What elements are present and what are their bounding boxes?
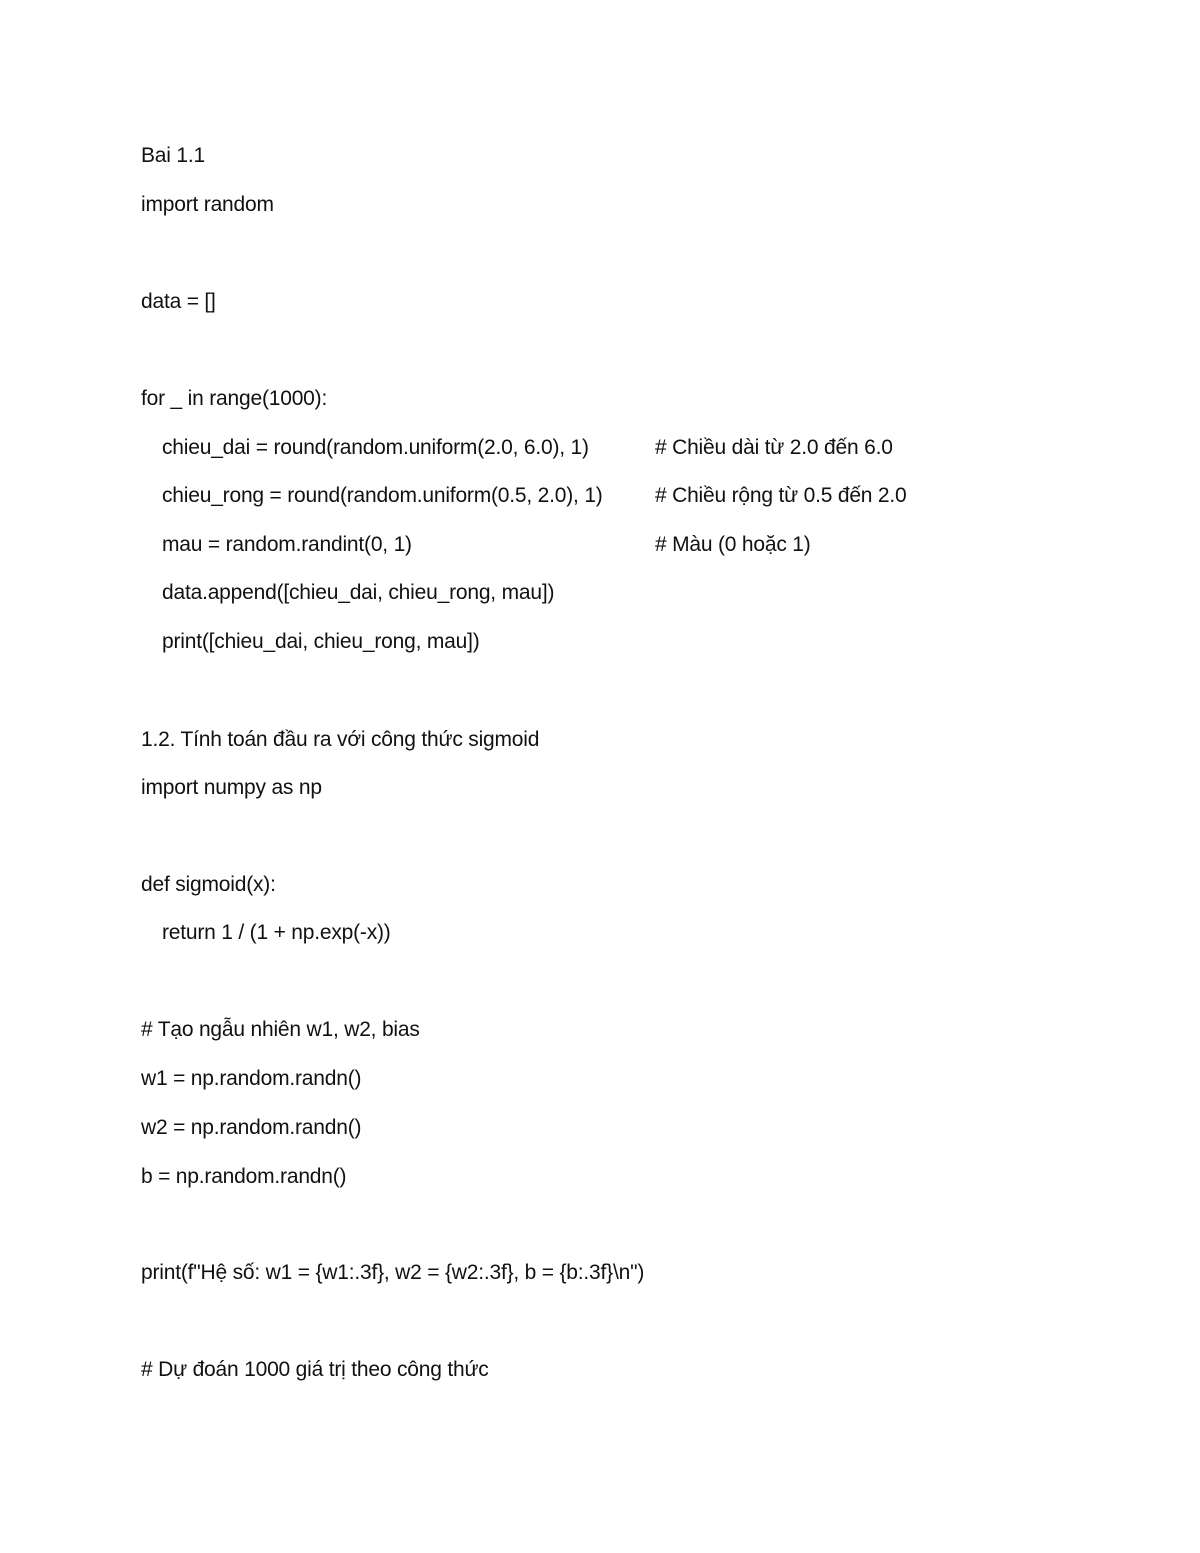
section-title: Bai 1.1 (141, 144, 205, 167)
code-line-w1: w1 = np.random.randn() (141, 1067, 362, 1090)
code-line-b: b = np.random.randn() (141, 1165, 347, 1188)
code-line-w2: w2 = np.random.randn() (141, 1116, 362, 1139)
code-line-append: data.append([chieu_dai, chieu_rong, mau]) (162, 581, 555, 604)
code-line-import-numpy: import numpy as np (141, 776, 322, 799)
code-line-mau: mau = random.randint(0, 1) (162, 533, 412, 556)
code-comment-chieu-rong: # Chiều rộng từ 0.5 đến 2.0 (655, 484, 907, 507)
code-line-for-loop: for _ in range(1000): (141, 387, 328, 410)
code-line-import-random: import random (141, 193, 274, 216)
code-line-print-coefficients: print(f"Hệ số: w1 = {w1:.3f}, w2 = {w2:.3f}, b = {b:.3f}\n") (141, 1261, 645, 1284)
code-line-chieu-rong: chieu_rong = round(random.uniform(0.5, 2.0), 1) (162, 484, 603, 507)
code-comment-chieu-dai: # Chiều dài từ 2.0 đến 6.0 (655, 436, 893, 459)
code-line-print: print([chieu_dai, chieu_rong, mau]) (162, 630, 480, 653)
code-line-return-sigmoid: return 1 / (1 + np.exp(-x)) (162, 921, 391, 944)
code-line-data-init: data = [] (141, 290, 216, 313)
code-line-def-sigmoid: def sigmoid(x): (141, 873, 276, 896)
code-line-chieu-dai: chieu_dai = round(random.uniform(2.0, 6.0), 1) (162, 436, 589, 459)
code-comment-mau: # Màu (0 hoặc 1) (655, 533, 811, 556)
code-comment-random-weights: # Tạo ngẫu nhiên w1, w2, bias (141, 1018, 420, 1041)
section-title-sigmoid: 1.2. Tính toán đầu ra với công thức sigmoid (141, 728, 540, 751)
code-comment-predict: # Dự đoán 1000 giá trị theo công thức (141, 1358, 489, 1381)
